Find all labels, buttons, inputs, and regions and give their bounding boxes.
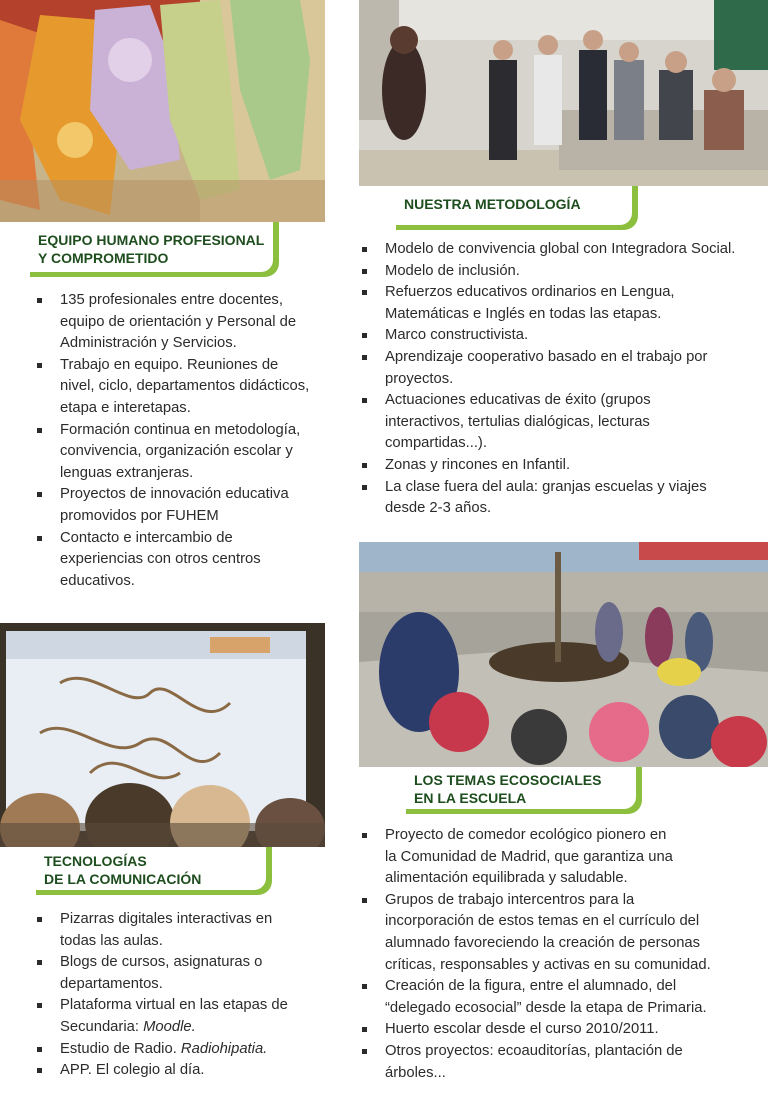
section-title-line: DE LA COMUNICACIÓN — [44, 871, 202, 887]
heading-tab-metodologia — [396, 186, 638, 230]
radio-label: Radiohipatia. — [180, 1040, 268, 1057]
tecnologias-list — [35, 909, 335, 1082]
list-item: Trabajo en equipo. Reuniones de nivel, ciclo, departamentos didácticos, etapa e interetapas. — [35, 355, 335, 420]
list-item: Blogs de cursos, asignaturas o departamentos. — [35, 952, 335, 995]
section-title-line: EN LA ESCUELA — [414, 790, 527, 806]
list-item: Marco constructivista. — [360, 325, 760, 347]
section-title-line: TECNOLOGÍAS — [44, 853, 147, 869]
section-title-line: Y COMPROMETIDO — [38, 250, 169, 266]
photo-painted-hands — [0, 0, 325, 222]
list-item: Contacto e intercambio de experiencias con otros centros educativos. — [35, 528, 335, 593]
list-item: Refuerzos educativos ordinarios en Lengua, Matemáticas e Inglés en todas las etapas. — [360, 282, 760, 325]
list-item: Pizarras digitales interactivas en todas las aulas. — [35, 909, 335, 952]
list-item: Zonas y rincones en Infantil. — [360, 455, 760, 477]
list-item: 135 profesionales entre docentes, equipo de orientación y Personal de Administración y Servicios. — [35, 290, 335, 355]
list-item: Formación continua en metodología, convivencia, organización escolar y lenguas extranjeras. — [35, 420, 335, 485]
list-item: Modelo de convivencia global con Integradora Social. — [360, 239, 760, 261]
heading-tab-equipo — [30, 222, 279, 277]
heading-tab-ecosociales — [406, 767, 642, 814]
list-item: Proyectos de innovación educativa promovidos por FUHEM — [35, 484, 335, 527]
moodle-label: Moodle. — [143, 1018, 196, 1035]
list-item: Proyecto de comedor ecológico pionero en la Comunidad de Madrid, que garantiza una alimentación equilibrada y saludable. — [360, 825, 760, 890]
list-item: APP. El colegio al día. — [35, 1060, 335, 1082]
list-item: Otros proyectos: ecoauditorías, plantación de árboles... — [360, 1041, 760, 1084]
photo-tree-planting — [359, 542, 768, 767]
list-item: Grupos de trabajo intercentros para la incorporación de estos temas en el currículo del alumnado favoreciendo la creación de personas críticas, responsables y activas en su comunidad. — [360, 890, 760, 976]
list-item: Plataforma virtual en las etapas de Secundaria: Moodle. — [35, 995, 335, 1038]
heading-tab-tecnologias — [36, 847, 272, 895]
section-title-line: EQUIPO HUMANO PROFESIONAL — [38, 232, 265, 248]
metodologia-list — [360, 239, 760, 520]
list-item: Actuaciones educativas de éxito (grupos interactivos, tertulias dialógicas, lecturas compartidas...). — [360, 390, 760, 455]
section-title-line: NUESTRA METODOLOGÍA — [404, 196, 581, 212]
photo-classroom-presentation — [359, 0, 768, 186]
list-item: Creación de la figura, entre el alumnado, del “delegado ecosocial” desde la etapa de Primaria. — [360, 976, 760, 1019]
section-title-line: LOS TEMAS ECOSOCIALES — [414, 772, 602, 788]
list-item: Huerto escolar desde el curso 2010/2011. — [360, 1019, 760, 1041]
equipo-list — [35, 290, 335, 592]
list-item: Estudio de Radio. Radiohipatia. — [35, 1039, 335, 1061]
list-item: Aprendizaje cooperativo basado en el trabajo por proyectos. — [360, 347, 760, 390]
list-item: Modelo de inclusión. — [360, 261, 760, 283]
photo-interactive-whiteboard — [0, 623, 325, 847]
list-item: La clase fuera del aula: granjas escuelas y viajes desde 2-3 años. — [360, 477, 760, 520]
ecosociales-list — [360, 825, 760, 1084]
